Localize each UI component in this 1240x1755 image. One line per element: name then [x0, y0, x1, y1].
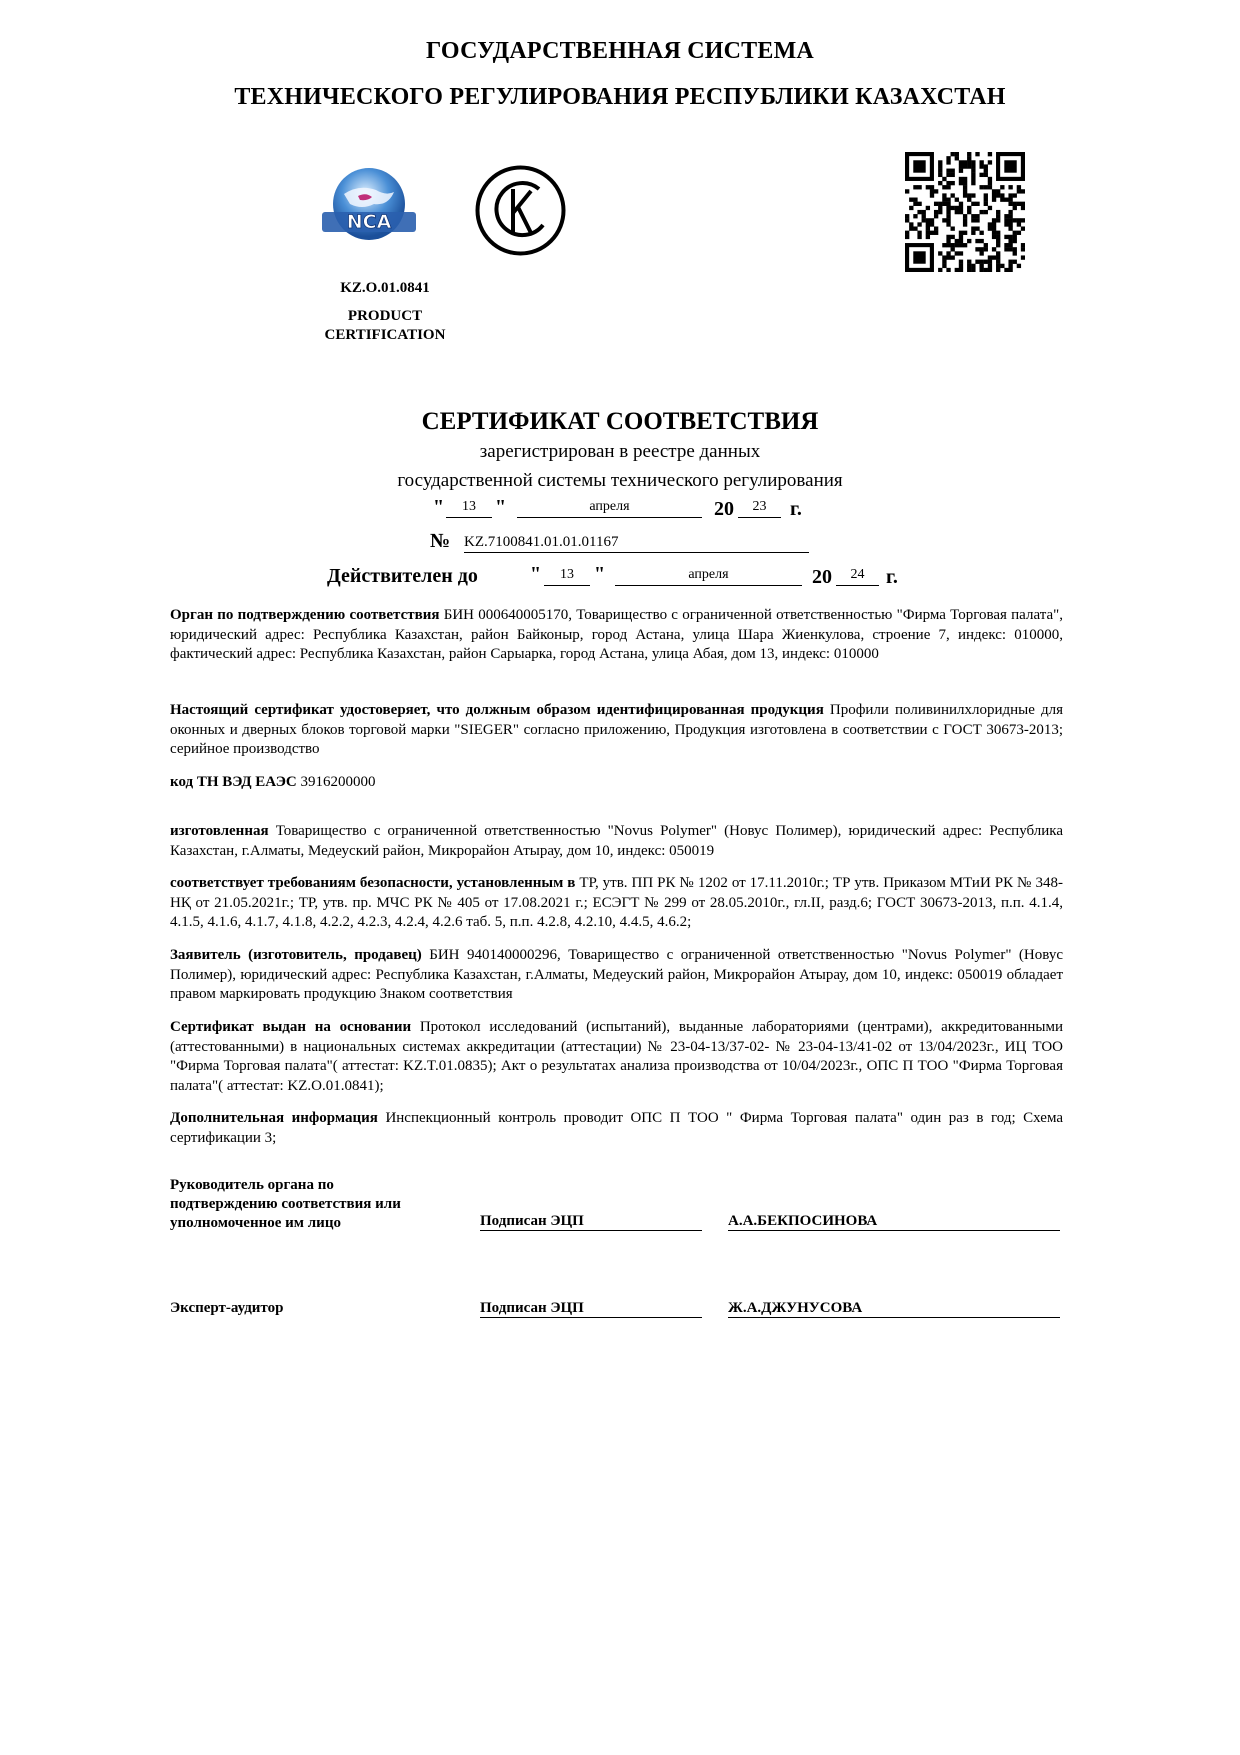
section-conformity-body [170, 606, 1063, 665]
valid-until-label: Действителен до [327, 565, 478, 587]
expert-signature-field: Подписан ЭЦП [480, 1300, 702, 1318]
section-text: Инспекционный контроль проводит ОПС П ТОО " Фирма Торговая палата" один раз в год; Схема сертификации 3; [170, 1110, 1063, 1146]
reg-month: апреля [517, 497, 702, 518]
section-text: БИН 940140000296, Товарищество с ограниченной ответственностью "Novus Polymer" (Новус Полимер), юридический адрес: Республика Казахстан, г.Алматы, Медеуский район, Микрорайон Атырау, дом 10, индекс: 050019 обладает правом маркировать продукцию Знаком соответствия [170, 947, 1063, 1002]
expert-name: Ж.А.ДЖУНУСОВА [728, 1300, 1060, 1318]
kz-conformity-mark [473, 163, 568, 258]
certificate-title: СЕРТИФИКАТ СООТВЕТСТВИЯ [421, 408, 819, 435]
section-manufacturer [170, 822, 1063, 861]
section-product [170, 701, 1063, 760]
number-label: № [430, 530, 451, 552]
section-text: ТР, утв. ПП РК № 1202 от 17.11.2010г.; ТР утв. Приказом МТиИ РК № 348-НҚ от 21.05.2021г.; ТР, утв. пр. МЧС РК № 405 от 17.08.2021 г.; ЕСЭГТ № 299 от 28.05.2010г., гл.II, разд.6; ГОСТ 30673-2013, п.п. 4.1.4, 4.1.5, 4.1.6, 4.1.7, 4.1.8, 4.2.2, 4.2.3, 4.2.4, 4.2.6 таб. 5, п.п. 4.2.8, 4.2.10, 4.4.5, 4.6.2; [170, 875, 1063, 930]
section-text: Товарищество с ограниченной ответственностью "Novus Polymer" (Новус Полимер), юридический адрес: Республика Казахстан, г.Алматы, Медеуский район, Микрорайон Атырау, дом 10, индекс: 050019 [170, 823, 1063, 859]
certificate-number: KZ.7100841.01.01.01167 [464, 532, 809, 553]
reg-year-label: г. [790, 498, 802, 520]
certificate-subtitle-1: зарегистрирован в реестре данных [479, 441, 761, 462]
head-role-line-1: Руководитель органа по [170, 1177, 334, 1193]
head-signature-field: Подписан ЭЦП [480, 1213, 702, 1231]
nca-globe-logo [314, 166, 424, 246]
section-text: Профили поливинилхлоридные для оконных и дверных блоков торговой марки "SIEGER" согласно приложению, Продукция изготовлена в соответствии с ГОСТ 30673-2013; серийное производство [170, 702, 1063, 757]
product-label: PRODUCT [347, 308, 423, 324]
valid-quote-open: " [530, 563, 542, 585]
section-text: БИН 000640005170, Товарищество с ограниченной ответственностью "Фирма Торговая палата", юридический адрес: Республика Казахстан, район Байконыр, город Астана, улица Шара Жиенкулова, строение 7, индекс: 010000, фактический адрес: Республика Казахстан, район Сарыарка, город Астана, улица Абая, дом 13, индекс: 010000 [170, 607, 1063, 662]
certificate-subtitle-2: государственной системы технического регулирования [397, 470, 843, 491]
valid-quote-close: " [594, 563, 606, 585]
head-role-line-3: уполномоченное им лицо [170, 1215, 341, 1231]
valid-year-suffix: 24 [836, 565, 879, 586]
section-text: Протокол исследований (испытаний), выданные лабораториями (центрами), аккредитованными (аттестованными) в национальных системах аккредитации (аттестации) № 23-04-13/37-02- № 23-04-13/41-02 от 13/04/2023г., ИЦ ТОО "Фирма Торговая палата"( аттестат: KZ.T.01.0835); Акт о результатах анализа производства от 10/04/2023г., ОПС П ТОО "Фирма Торговая палата"( аттестат: KZ.O.01.0841); [170, 1019, 1063, 1094]
section-additional-info [170, 1109, 1063, 1148]
section-basis [170, 1018, 1063, 1096]
valid-year-label: г. [886, 566, 898, 588]
valid-year-prefix: 20 [812, 566, 832, 588]
reg-quote-close: " [495, 496, 507, 518]
section-label: Сертификат выдан на основании [170, 1019, 412, 1035]
head-signatory-role [170, 1176, 401, 1233]
reg-year-prefix: 20 [714, 498, 734, 520]
reg-quote-open: " [433, 496, 445, 518]
head-signatory-name: А.А.БЕКПОСИНОВА [728, 1213, 1060, 1231]
section-text: 3916200000 [296, 774, 376, 790]
accreditation-number: KZ.O.01.0841 [340, 280, 430, 296]
section-label: Заявитель (изготовитель, продавец) [170, 947, 422, 963]
header-line-1: ГОСУДАРСТВЕННАЯ СИСТЕМА [426, 38, 814, 64]
reg-day: 13 [446, 497, 492, 518]
qr-code [905, 152, 1025, 272]
reg-year-suffix: 23 [738, 497, 781, 518]
expert-role: Эксперт-аудитор [170, 1300, 284, 1316]
header-line-2: ТЕХНИЧЕСКОГО РЕГУЛИРОВАНИЯ РЕСПУБЛИКИ КАЗАХСТАН [234, 84, 1006, 110]
section-requirements [170, 874, 1063, 933]
section-label: Орган по подтверждению соответствия [170, 607, 440, 623]
valid-day: 13 [544, 565, 590, 586]
section-applicant [170, 946, 1063, 1005]
section-hs-code [170, 773, 1063, 793]
section-label: Настоящий сертификат удостоверяет, что должным образом идентифицированная продукция [170, 702, 824, 718]
section-label: изготовленная [170, 823, 269, 839]
head-role-line-2: подтверждению соответствия или [170, 1196, 401, 1212]
valid-month: апреля [615, 565, 802, 586]
section-label: код ТН ВЭД ЕАЭС [170, 774, 297, 790]
nca-logo-text: NCA [346, 211, 392, 233]
section-label: соответствует требованиям безопасности, установленным в [170, 875, 576, 891]
section-label: Дополнительная информация [170, 1110, 378, 1126]
certification-label: CERTIFICATION [324, 327, 446, 343]
